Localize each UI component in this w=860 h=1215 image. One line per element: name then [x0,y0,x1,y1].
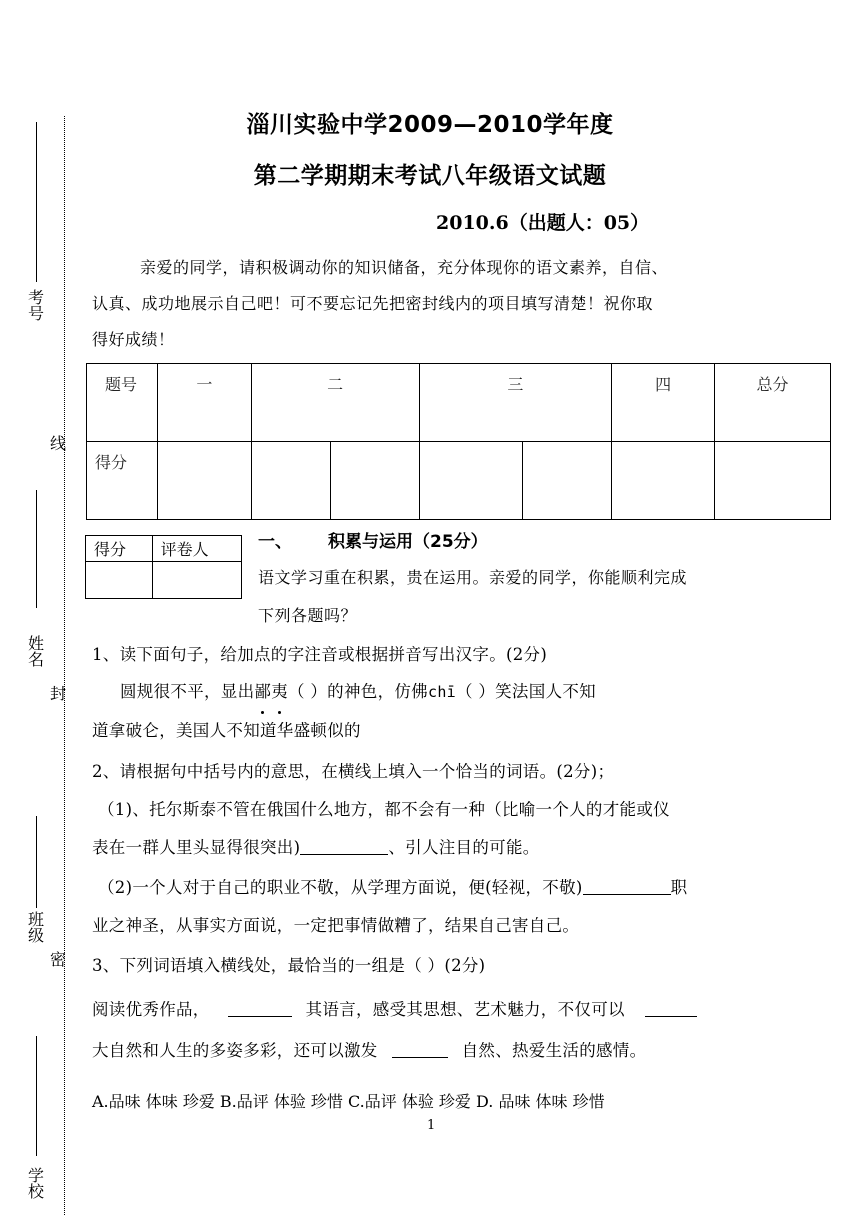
q3-line-2-text-b: 自然、热爱生活的感情。 [461,1041,647,1060]
xingming-label: 姓名 [28,634,45,669]
score-table-score-label: 得分 [87,442,158,520]
grader-score-label: 得分 [86,536,153,562]
score-cell-3a[interactable] [419,442,523,520]
xingming-field-line [36,490,37,608]
seal-dotted-line [64,116,65,1215]
q2-sub2-line-2: 业之神圣，从事实方面说，一定把事情做糟了，结果自己害自己。 [92,916,580,935]
q3-line-2 [92,1033,646,1069]
exam-subtitle: 2010.6（出题人：05） [436,212,650,234]
q3-options: A.品味 体味 珍爱 B.品评 体验 珍惜 C.品评 体验 珍爱 D. 品味 体味 珍惜 [92,1092,605,1111]
q3-line-2-text-a: 大自然和人生的多姿多彩，还可以激发 [92,1041,378,1060]
score-table-col-1: 一 [157,364,251,442]
grader-name-cell[interactable] [152,562,241,599]
q1-line-2: 道拿破仑，美国人不知道华盛顿似的 [92,721,361,740]
section-1-title: 积累与运用（25分） [328,532,488,552]
score-cell-total[interactable] [715,442,831,520]
seal-char-xian: 线 [50,434,67,453]
q1-dotted-char-1: 鄙 [254,674,271,710]
intro-line-3: 得好成绩！ [92,330,175,349]
q1-dotted-char-2: 夷 [271,674,288,710]
score-table-header-label: 题号 [87,364,158,442]
score-table-col-total: 总分 [715,364,831,442]
q2-sub1-line-2-text: 表在一群人里头显得很突出) [92,838,301,857]
q2-sub1-line-1: （1)、托尔斯泰不管在俄国什么地方，都不会有一种（比喻一个人的才能或仪 [98,800,670,819]
q2-sub1-line-2-tail: 、引人注目的可能。 [388,838,540,857]
q3-line-1 [92,992,697,1028]
section-1-desc-line-1: 语文学习重在积累，贵在运用。亲爱的同学，你能顺利完成 [258,568,688,587]
grader-table [85,535,242,599]
grader-name-label: 评卷人 [152,536,241,562]
q1-line-1 [120,674,596,710]
score-cell-2a[interactable] [251,442,330,520]
section-1-desc-line-2: 下列各题吗？ [258,606,358,625]
score-table-col-3: 三 [419,364,612,442]
banji-field-line [36,816,37,908]
section-1-heading [258,527,488,552]
seal-char-feng: 封 [50,684,67,703]
q2-stem: 2、请根据句中括号内的意思，在横线上填入一个恰当的词语。(2分)； [92,762,615,781]
q1-answer-bracket-2[interactable]: （ ）笑法国人不知 [455,682,596,701]
page-number: 1 [427,1118,436,1133]
q1-pinyin: chī [427,683,456,701]
q2-sub2-answer-blank[interactable] [583,877,671,895]
score-table [86,363,831,520]
xuexiao-field-line [36,1036,37,1156]
kaohao-field-line [36,122,37,282]
intro-line-1: 亲爱的同学，请积极调动你的知识储备，充分体现你的语文素养，自信、 [140,258,669,277]
q2-sub2-line-1-tail: 职 [670,878,688,897]
q3-stem: 3、下列词语填入横线处，最恰当的一组是（ ）(2分) [92,956,486,975]
q3-blank-3[interactable] [392,1040,448,1058]
q2-sub1-line-2 [92,830,540,866]
q1-stem: 1、读下面句子，给加点的字注音或根据拼音写出汉字。(2分) [92,645,548,664]
intro-line-2: 认真、成功地展示自己吧！可不要忘记先把密封线内的项目填写清楚！祝你取 [92,294,654,313]
q3-blank-2[interactable] [645,999,697,1017]
exam-title-line2: 第二学期期末考试八年级语文试题 [253,163,607,189]
score-cell-1[interactable] [157,442,251,520]
q3-blank-1[interactable] [228,999,292,1017]
exam-title-line1: 淄川实验中学2009—2010学年度 [246,112,614,138]
q2-sub1-answer-blank[interactable] [300,837,388,855]
q2-sub2-line-1 [98,870,687,906]
q3-line-1-text-b: 其语言，感受其思想、艺术魅力，不仅可以 [305,1000,625,1019]
score-cell-4[interactable] [612,442,715,520]
q2-sub2-line-1-text: （2)一个人对于自己的职业不敬，从学理方面说，便(轻视，不敬) [98,878,583,897]
q3-line-1-text-a: 阅读优秀作品， [92,1000,210,1019]
score-cell-2b[interactable] [330,442,419,520]
score-table-col-2: 二 [251,364,419,442]
xuexiao-label: 学校 [28,1166,45,1201]
section-1-number: 一、 [258,532,292,552]
score-table-col-4: 四 [612,364,715,442]
score-cell-3b[interactable] [523,442,612,520]
kaohao-label: 考号 [28,288,45,323]
q1-answer-bracket-1[interactable]: （ ）的神色，仿佛 [288,682,428,701]
grader-score-cell[interactable] [86,562,153,599]
q1-line-1-text-a: 圆规很不平，显出 [120,682,255,701]
seal-char-mi: 密 [50,950,67,969]
banji-label: 班级 [28,910,45,945]
